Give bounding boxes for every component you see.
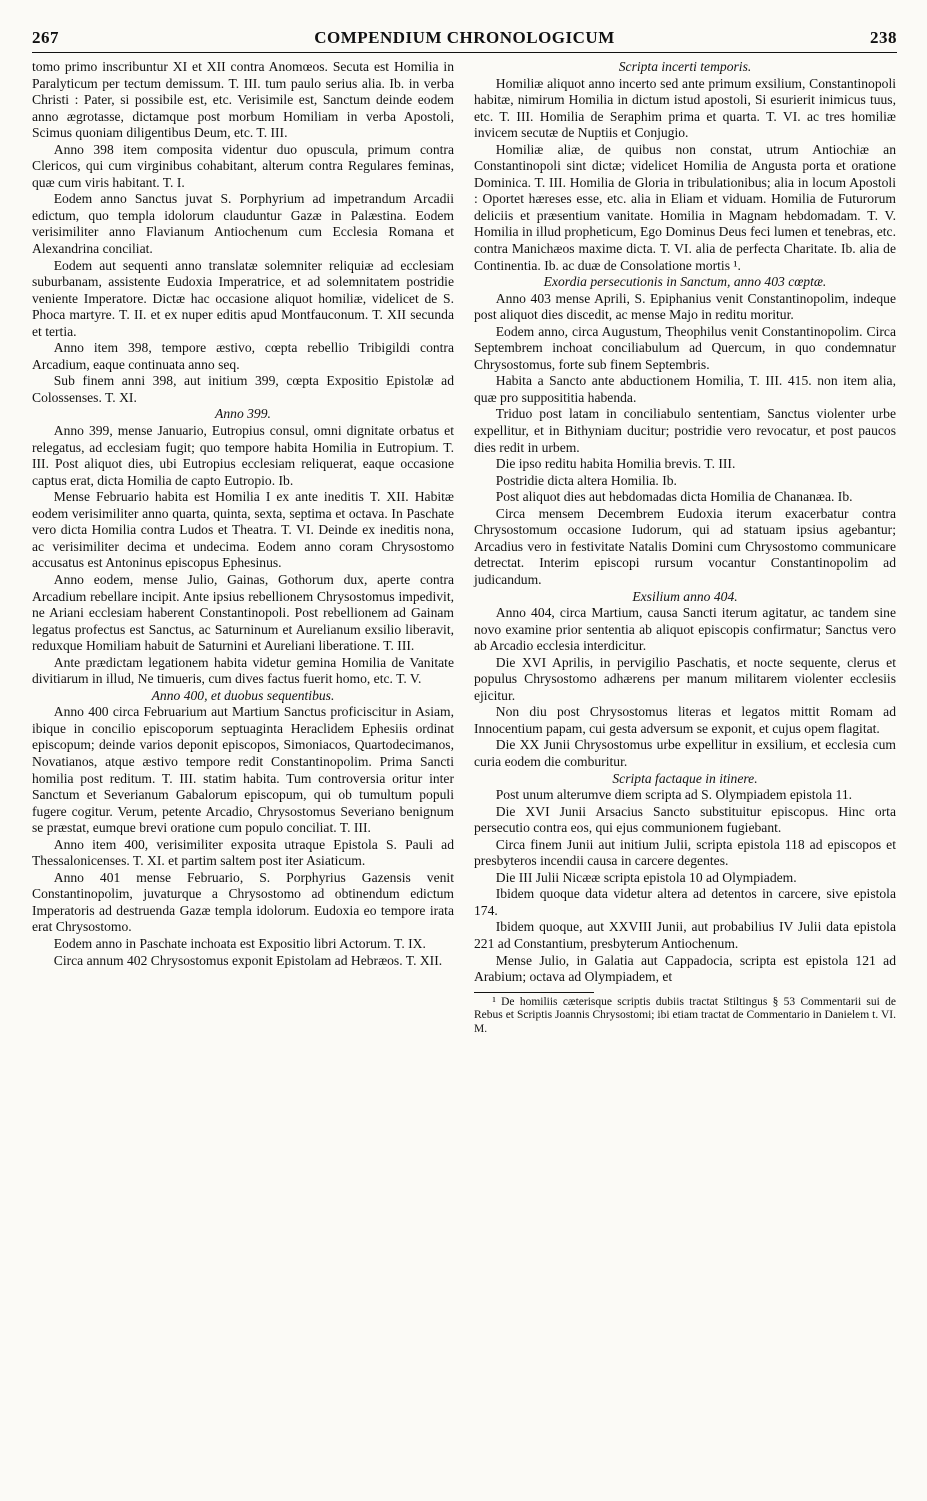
- paragraph: Anno 401 mense Februario, S. Porphyrius Gazensis venit Constantinopolim, juvaturque a Chrysostomo ad obtinendum edictum Imperatoris ad destruenda Gazæ templa idolorum. Eudoxia eo tempore irata erat Chrysostomo.: [32, 869, 454, 935]
- paragraph: Die XVI Aprilis, in pervigilio Paschatis, et nocte sequente, clerus et populus Chrysostomo adhærens per manum militarem violenter ecclesiis ejicitur.: [474, 654, 896, 703]
- paragraph: Ibidem quoque, aut XXVIII Junii, aut probabilius IV Julii data epistola 221 ad Constantium, presbyterum Antiochenum.: [474, 919, 896, 951]
- paragraph: Homiliæ aliquot anno incerto sed ante primum exsilium, Constantinopoli habitæ, nimirum Homilia in dictum istud apostoli, Si esurierit inimicus tuus, etc. T. III. Homilia de Seraphim prima et quarta. T. VI. ac tres homiliæ invicem secutæ de Nuptiis et Conjugio.: [474, 75, 896, 141]
- paragraph: Eodem aut sequenti anno translatæ solemniter reliquiæ ad ecclesiam suburbanam, assistente Eudoxia Imperatrice, et ad solemnitatem postridie veniente Imperatore. Dictæ hac occasione aliquot homiliæ, videlicet de S. Phoca martyre. T. II. et ex nuper editis apud Montfauconum. T. XII secunda et tertia.: [32, 257, 454, 339]
- right-column: [474, 59, 896, 1036]
- running-title: COMPENDIUM CHRONOLOGICUM: [314, 28, 615, 47]
- two-column-body: [32, 59, 897, 1036]
- paragraph: Anno 400 circa Februarium aut Martium Sanctus proficiscitur in Asiam, ibique in concilio episcoporum septuaginta Heraclidem Ephesiis ordinat episcopum; deinde varios deponit episcopos, Simoniacos, Quartodecimanos, Novatianos, atque æstivo tempore redit Constantinopolim. Prima Sancti homilia post reditum. T. III. statim habita. Tum controversia oritur inter Sanctum et Severianum Gabalorum episcopum, qui ob tumultum populi fugere cogitur. Verum, petente Arcadio, Chrysostomus Severiano benignum se præstat, eumque brevi oratione cum populo conciliat. T. III.: [32, 704, 454, 836]
- paragraph: Anno 403 mense Aprili, S. Epiphanius venit Constantinopolim, indeque post aliquot dies discedit, ac mense Majo in reditu moritur.: [474, 290, 896, 323]
- header-rule: [32, 52, 897, 53]
- paragraph: Circa annum 402 Chrysostomus exponit Epistolam ad Hebræos. T. XII.: [53, 952, 443, 968]
- paragraph: Eodem anno in Paschate inchoata est Expositio libri Actorum. T. IX.: [53, 935, 426, 951]
- paragraph: Die ipso reditu habita Homilia brevis. T. III.: [495, 456, 736, 472]
- paragraph: tomo primo inscribuntur XI et XII contra Anomœos. Secuta est Homilia in Paralyticum per tectum demissum. T. III. tum paulo serius alia. Ib. in verba Christi : Pater, si possibile est, etc. Verisimile est, Sanctum deinde eodem anno ægrotasse, dictamque post morbum Homiliam in verba Apostoli, Scimus quoniam diligentibus Deum, etc. T. III.: [32, 59, 454, 141]
- section-heading: Anno 399.: [215, 406, 271, 422]
- section-heading: Exsilium anno 404.: [632, 588, 738, 604]
- paragraph: Mense Julio, in Galatia aut Cappadocia, scripta est epistola 121 ad Arabium; octava ad Olympiadem, et: [474, 952, 896, 985]
- running-header: [32, 28, 897, 48]
- paragraph: Homiliæ aliæ, de quibus non constat, utrum Antiochiæ an Constantinopoli sint dictæ; videlicet Homilia de Angusta porta et oratione Dominica. T. III. Homilia de Gloria in tribulationibus; alia in locum Apostoli : Oportet hæreses esse, etc. alia in Eliam et viduam. Homilia de Futurorum deliciis et præsentium vanitate. Homilia in Magnam hebdomadam. T. V. Homilia in illud propheticum, Ego Dominus Deus feci lumen et tenebras, etc. contra Manichæos maxime dicta. T. VI. alia de perfecta Charitate. Ib. alia de Continentia. Ib. ac duæ de Consolatione mortis ¹.: [474, 141, 896, 273]
- paragraph: Die III Julii Nicææ scripta epistola 10 ad Olympiadem.: [495, 869, 797, 885]
- section-heading: Exordia persecutionis in Sanctum, anno 403 cœptæ.: [543, 274, 827, 290]
- paragraph: Anno 404, circa Martium, causa Sancti iterum agitatur, ac tandem sine novo examine prior sententia ab aliquot episcopis confirmatur; Sanctus vero ab Arcadio ecclesia interdicitur.: [474, 605, 896, 654]
- paragraph: Ibidem quoque data videtur altera ad detentos in carcere, sive epistola 174.: [474, 886, 896, 918]
- paragraph: Mense Februario habita est Homilia I ex ante ineditis T. XII. Habitæ eodem verisimiliter anno quarta, quinta, sexta, septima et octava. In Paschate vero dicta Homilia contra Ludos et Theatra. T. VI. Deinde ex ineditis nona, ac verisimiliter decima et undecima. Eodem anno coram Chrysostomo accusatus est Antoninus episcopus Ephesinus.: [32, 489, 454, 571]
- paragraph: Ante prædictam legationem habita videtur gemina Homilia de Vanitate divitiarum in illud, Ne timueris, cum dives factus fuerit homo, etc. T. V.: [32, 654, 454, 687]
- page-number-right: 238: [869, 28, 897, 47]
- paragraph: Sub finem anni 398, aut initium 399, cœpta Expositio Epistolæ ad Colossenses. T. XI.: [32, 373, 454, 405]
- paragraph: Die XX Junii Chrysostomus urbe expellitur in exsilium, et ecclesia cum curia eodem die comburitur.: [474, 737, 896, 769]
- left-column: [32, 59, 454, 1036]
- section-heading: Scripta incerti temporis.: [618, 59, 752, 74]
- paragraph: Postridie dicta altera Homilia. Ib.: [495, 472, 677, 488]
- paragraph: Circa finem Junii aut initium Julii, scripta epistola 118 ad episcopos et presbyteros incendii causa in carcere degentes.: [474, 836, 896, 869]
- section-heading: Scripta factaque in itinere.: [612, 770, 758, 786]
- paragraph: Post unum alterumve diem scripta ad S. Olympiadem epistola 11.: [495, 787, 853, 803]
- paragraph: Anno 399, mense Januario, Eutropius consul, omni dignitate orbatus et relegatus, ad ecclesiam fugit; quo tempore habita Homilia in Eutropium. T. III. Post aliquot dies, ubi Eutropius ecclesiam reliquerat, eaque occasione captus erat, dicta Homilia de capto Eutropio. Ib.: [32, 423, 454, 488]
- paragraph: Anno 398 item composita videntur duo opuscula, primum contra Clericos, qui cum virginibus cohabitant, alterum contra Regulares feminas, quæ cum viris habitant. T. I.: [32, 141, 454, 190]
- paragraph: Habita a Sancto ante abductionem Homilia, T. III. 415. non item alia, quæ pro supposititia habenda.: [474, 373, 896, 405]
- paragraph: Anno item 398, tempore æstivo, cœpta rebellio Tribigildi contra Arcadium, eaque continuata anno seq.: [32, 340, 454, 372]
- paragraph: Triduo post latam in conciliabulo sententiam, Sanctus violenter urbe expellitur, et in Bithyniam ducitur; postridie vero revocatur, et post paucos dies redit in urbem.: [474, 406, 896, 455]
- footnote-rule: [474, 992, 594, 993]
- paragraph: Anno eodem, mense Julio, Gainas, Gothorum dux, aperte contra Arcadium rebellare incipit. Ante ipsius rebellionem Chrysostomus impedivit, ne Ariani ecclesiam haberent Constantinopoli. Post rebellionem ad Gainam legatus profectus est Sanctus, ac Saturninum et Aurelianum exsilio liberavit, reduxque Homiliam habuit de Saturnini et Aureliani liberatione. T. III.: [32, 571, 454, 654]
- paragraph: Circa mensem Decembrem Eudoxia iterum exacerbatur contra Chrysostomum occasione Iudorum, qui ad statuam ipsius agebantur; Arcadius vero in festivitate Natalis Domini cum Chrysostomo communicare detrectat. Interim episcopi rursum vocantur Constantinopolim ad judicandum.: [474, 505, 896, 587]
- paragraph: Eodem anno Sanctus juvat S. Porphyrium ad impetrandum Arcadii edictum, quo templa idolorum clauduntur Gazæ in Palæstina. Eodem verisimiliter anno Flavianum Antiochenum cum Ecclesia Romana et Alexandrina conciliat.: [32, 191, 454, 257]
- section-heading: Anno 400, et duobus sequentibus.: [151, 687, 335, 703]
- paragraph: Post aliquot dies aut hebdomadas dicta Homilia de Chananæa. Ib.: [495, 489, 853, 505]
- footnote: [474, 996, 896, 1037]
- paragraph: Eodem anno, circa Augustum, Theophilus venit Constantinopolim. Circa Septembrem inchoat conciliabulum ad Quercum, in quo condemnatur Chrysostomus, forte sub finem Septembris.: [474, 323, 896, 372]
- footnote-text: ¹ De homiliis cæterisque scriptis dubiis tractat Stiltingus § 53 Commentarii sui de Rebus et Scriptis Joannis Chrysostomi; ibi etiam tractat de Commentario in Danielem t. VI. M.: [474, 995, 896, 1035]
- paragraph: Non diu post Chrysostomus literas et legatos mittit Romam ad Innocentium papam, cui gesta adversum se exponit, et cujus opem flagitat.: [474, 704, 896, 736]
- page-number-left: 267: [32, 28, 59, 47]
- paragraph: Die XVI Junii Arsacius Sancto substituitur episcopus. Hinc orta persecutio contra eos, qui ejus communionem fugiebant.: [474, 803, 896, 836]
- paragraph: Anno item 400, verisimiliter exposita utraque Epistola S. Pauli ad Thessalonicenses. T. XI. et partim saltem post iter Asiaticum.: [32, 836, 454, 869]
